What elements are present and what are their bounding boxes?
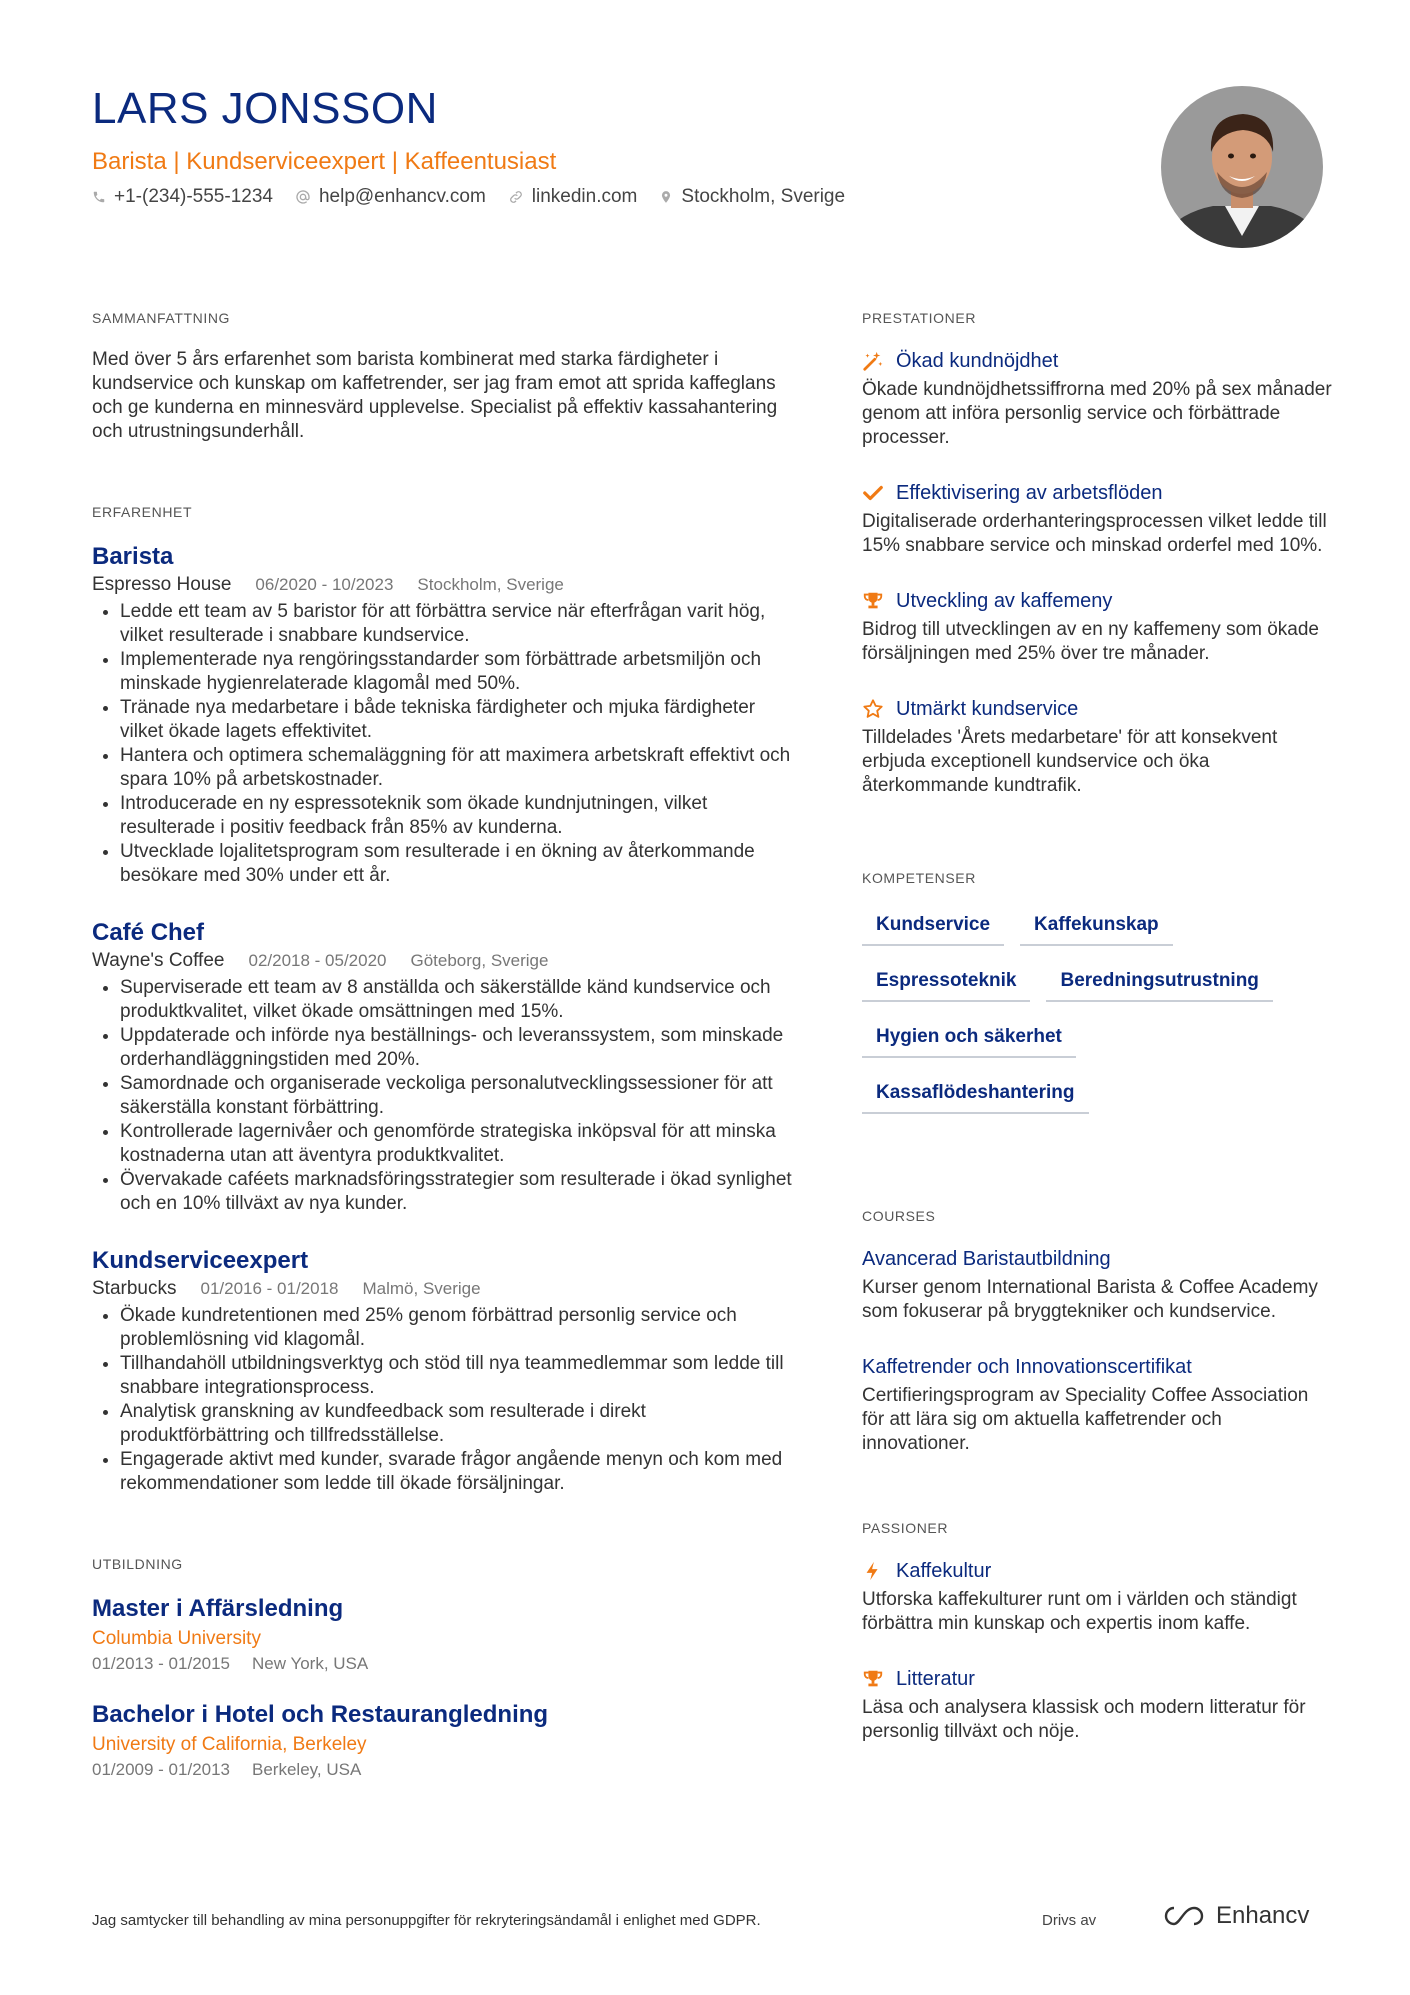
education-meta — [92, 1760, 792, 1780]
skill-tag: Kundservice — [862, 908, 1004, 946]
job-role: Barista — [92, 543, 174, 570]
contact-linkedin[interactable] — [508, 186, 638, 208]
job-bullets — [92, 600, 792, 888]
profile-photo — [1161, 86, 1323, 248]
summary-section-title: SAMMANFATTNING — [92, 310, 231, 326]
experience-section-title: ERFARENHET — [92, 504, 193, 520]
at-icon — [295, 189, 311, 205]
job-company: Wayne's Coffee — [92, 950, 225, 971]
bullet-item: • Kontrollerade lagernivåer och genomförde strategiska inköpsval för att minska kostnaderna utan att äventyra produktkvalitet. — [120, 1120, 792, 1168]
course-description: Kurser genom International Barista & Coffee Academy som fokuserar på bryggtekniker och kundservice. — [862, 1277, 1318, 1322]
job-bullets — [92, 1304, 792, 1496]
education-entry — [92, 1700, 792, 1780]
bullet-item: • Tillhandahöll utbildningsverktyg och stöd till nya teammedlemmar som ledde till snabbare integrationsprocess. — [120, 1352, 792, 1400]
passion-title: Litteratur — [896, 1668, 975, 1690]
bullet-item: • Engagerade aktivt med kunder, svarade frågor angående menyn och kom med rekommendationer som ledde till ökade försäljningar. — [120, 1448, 792, 1496]
passion-heading — [862, 1666, 1332, 1692]
right-column — [862, 310, 1332, 1744]
degree-title: Bachelor i Hotel och Restaurangledning — [92, 1701, 549, 1728]
trophy-icon — [862, 1668, 884, 1690]
bullet-item: • Ökade kundretentionen med 25% genom förbättrad personlig service och problemlösning vid klagomål. — [120, 1304, 792, 1352]
experience-entry — [92, 542, 792, 888]
location-pin-icon — [659, 189, 673, 205]
experience-entry — [92, 918, 792, 1216]
education-dates: 01/2009 - 01/2013 — [92, 1760, 231, 1779]
bullet-item: • Tränade nya medarbetare i både tekniska färdigheter och mjuka färdigheter vilket ökade lagets effektivitet. — [120, 696, 792, 744]
achievement-description: Ökade kundnöjdhetssiffrorna med 20% på sex månader genom att införa personlig service och förbättrade processer. — [862, 379, 1332, 448]
contact-row — [92, 186, 867, 208]
achievement-title: Effektivisering av arbetsflöden — [896, 482, 1163, 504]
achievement-item — [862, 348, 1332, 450]
bullet-item: • Hantera och optimera schemaläggning för att maximera arbetskraft effektivt och spara 10% på arbetskostnader. — [120, 744, 792, 792]
enhancv-logo-icon — [1162, 1904, 1208, 1928]
job-bullets — [92, 976, 792, 1216]
job-location: Malmö, Sverige — [362, 1279, 481, 1298]
enhancv-logo[interactable] — [1162, 1902, 1309, 1930]
job-company: Espresso House — [92, 574, 232, 595]
job-dates: 06/2020 - 10/2023 — [255, 575, 394, 594]
trophy-icon — [862, 590, 884, 612]
bullet-item: • Uppdaterade och införde nya beställnings- och leveranssystem, som minskade orderhandläggningstiden med 20%. — [120, 1024, 792, 1072]
phone-text: +1-(234)-555-1234 — [114, 186, 273, 207]
gdpr-consent: Jag samtycker till behandling av mina personuppgifter för rekryteringsändamål i enlighet med GDPR. — [92, 1912, 761, 1929]
achievement-description: Tilldelades 'Årets medarbetare' för att konsekvent erbjuda exceptionell kundservice och öka återkommande kundtrafik. — [862, 727, 1278, 796]
skill-tag: Hygien och säkerhet — [862, 1020, 1076, 1058]
job-dates: 01/2016 - 01/2018 — [200, 1279, 339, 1298]
job-meta — [92, 574, 792, 596]
job-company: Starbucks — [92, 1278, 177, 1299]
location-text: Stockholm, Sverige — [681, 186, 846, 207]
achievement-item — [862, 696, 1332, 798]
achievement-heading — [862, 588, 1332, 614]
achievement-description: Digitaliserade orderhanteringsprocessen vilket ledde till 15% snabbare service och minskad orderfel med 10%. — [862, 511, 1327, 556]
skills-list — [862, 908, 1332, 1132]
email-text: help@enhancv.com — [318, 186, 486, 207]
bullet-item: • Ledde ett team av 5 baristor för att förbättra service när efterfrågan varit hög, vilket resulterade i snabbare kundservice. — [120, 600, 792, 648]
checkmark-icon — [862, 482, 884, 504]
bullet-item: • Superviserade ett team av 8 anställda och säkerställde känd kundservice och produktkvalitet, vilket ökade omsättningen med 15%. — [120, 976, 792, 1024]
job-location: Stockholm, Sverige — [417, 575, 564, 594]
phone-icon — [92, 190, 106, 204]
achievements-section-title: PRESTATIONER — [862, 310, 977, 326]
bullet-item: • Implementerade nya rengöringsstandarder som förbättrade arbetsmiljön och minskade hygienrelaterade klagomål med 50%. — [120, 648, 792, 696]
summary-text: Med över 5 års erfarenhet som barista kombinerat med starka färdigheter i kundservice och kunskap om kaffetrender, ser jag fram emot att sprida kaffeglans och ge kunderna en minnesvärd upplevelse. Specialist på effektiv kassahantering och utrustningsunderhåll. — [92, 349, 778, 442]
education-dates: 01/2013 - 01/2015 — [92, 1654, 231, 1673]
job-role: Café Chef — [92, 919, 205, 946]
avatar-illustration — [1161, 86, 1323, 248]
school-name: Columbia University — [92, 1628, 261, 1649]
skill-tag: Kaffekunskap — [1020, 908, 1173, 946]
star-icon — [862, 698, 884, 720]
bullet-item: • Samordnade och organiserade veckoliga personalutvecklingssessioner för att säkerställa konstant förbättring. — [120, 1072, 792, 1120]
education-section-title: UTBILDNING — [92, 1556, 183, 1572]
bullet-item: • Övervakade caféets marknadsföringsstrategier som resulterade i ökad synlighet och en 10% tillväxt av nya kunder. — [120, 1168, 792, 1216]
job-dates: 02/2018 - 05/2020 — [248, 951, 387, 970]
achievement-description: Bidrog till utvecklingen av en ny kaffemeny som ökade försäljningen med 25% över tre månader. — [862, 619, 1319, 664]
job-role: Kundserviceexpert — [92, 1247, 309, 1274]
course-item — [862, 1354, 1332, 1456]
skill-tag: Espressoteknik — [862, 964, 1030, 1002]
courses-section-title: COURSES — [862, 1208, 936, 1224]
achievement-heading — [862, 348, 1332, 374]
headline: Barista | Kundserviceexpert | Kaffeentusiast — [92, 148, 557, 175]
passion-description: Läsa och analysera klassisk och modern litteratur för personlig tillväxt och nöje. — [862, 1697, 1306, 1742]
job-meta — [92, 1278, 792, 1300]
brand-name: Enhancv — [1216, 1902, 1310, 1929]
achievement-heading — [862, 480, 1332, 506]
passion-title: Kaffekultur — [896, 1560, 992, 1582]
school-name: University of California, Berkeley — [92, 1734, 367, 1755]
bullet-item: • Utvecklade lojalitetsprogram som resulterade i en ökning av återkommande besökare med 30% under ett år. — [120, 840, 792, 888]
achievement-title: Utmärkt kundservice — [896, 698, 1079, 720]
powered-by-label: Drivs av — [1042, 1912, 1097, 1929]
passion-item — [862, 1666, 1332, 1744]
course-title: Kaffetrender och Innovationscertifikat — [862, 1356, 1192, 1378]
course-title: Avancerad Baristautbildning — [862, 1248, 1111, 1270]
education-location: Berkeley, USA — [252, 1760, 362, 1779]
experience-entry — [92, 1246, 792, 1496]
job-location: Göteborg, Sverige — [410, 951, 549, 970]
link-icon — [508, 189, 524, 205]
bullet-item: • Analytisk granskning av kundfeedback som resulterade i direkt produktförbättring och tillfredsställelse. — [120, 1400, 792, 1448]
lightning-icon — [862, 1560, 884, 1582]
course-description: Certifieringsprogram av Speciality Coffee Association för att lära sig om aktuella kaffetrender och innovationer. — [862, 1385, 1309, 1454]
passion-description: Utforska kaffekulturer runt om i världen och ständigt förbättra min kunskap och expertis inom kaffe. — [862, 1589, 1297, 1634]
achievement-item — [862, 480, 1332, 558]
passion-heading — [862, 1558, 1332, 1584]
education-location: New York, USA — [252, 1654, 369, 1673]
education-meta — [92, 1654, 792, 1674]
left-column — [92, 310, 792, 1780]
skills-section-title: KOMPETENSER — [862, 870, 976, 886]
degree-title: Master i Affärsledning — [92, 1595, 344, 1622]
course-item — [862, 1246, 1332, 1324]
contact-email[interactable] — [295, 186, 486, 208]
bullet-item: • Introducerade en ny espressoteknik som ökade kundnjutningen, vilket resulterade i positiv feedback från 85% av kunderna. — [120, 792, 792, 840]
passions-section-title: PASSIONER — [862, 1520, 949, 1536]
candidate-name: LARS JONSSON — [92, 84, 438, 133]
linkedin-text: linkedin.com — [531, 186, 638, 207]
achievement-item — [862, 588, 1332, 666]
job-meta — [92, 950, 792, 972]
contact-phone[interactable] — [92, 186, 273, 208]
skill-tag: Kassaflödeshantering — [862, 1076, 1089, 1114]
achievement-title: Utveckling av kaffemeny — [896, 590, 1113, 612]
passion-item — [862, 1558, 1332, 1636]
magic-wand-icon — [862, 350, 884, 372]
achievement-title: Ökad kundnöjdhet — [896, 350, 1059, 372]
contact-location — [659, 186, 845, 208]
skill-tag: Beredningsutrustning — [1046, 964, 1272, 1002]
achievement-heading — [862, 696, 1332, 722]
education-entry — [92, 1594, 792, 1674]
